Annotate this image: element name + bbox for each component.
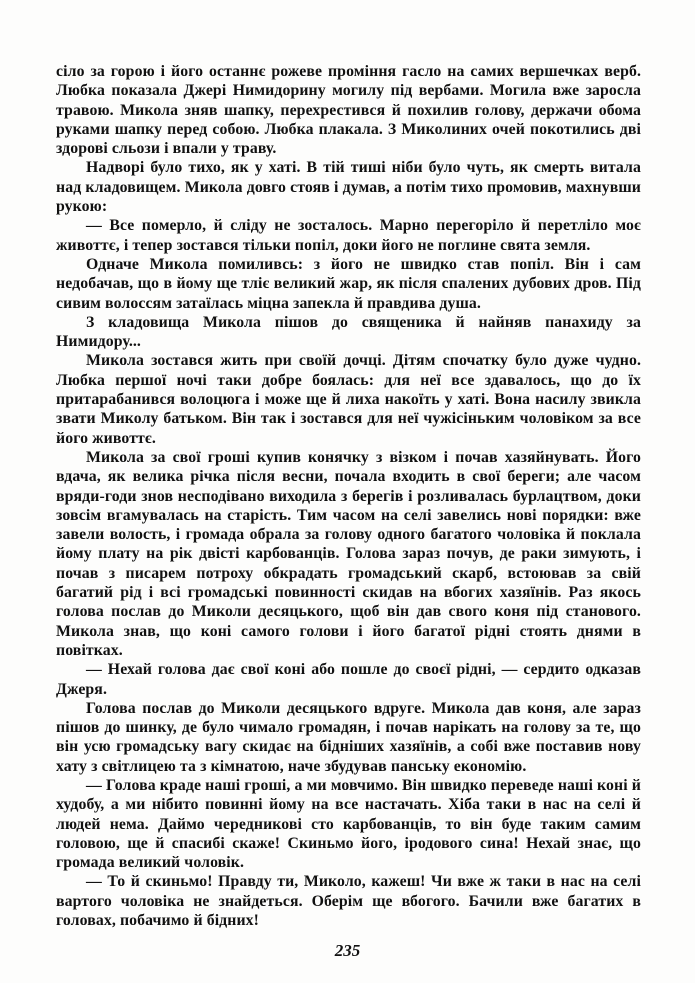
- paragraph: Надворі було тихо, як у хаті. В тій тиші ніби було чуть, як смерть витала над кладовищем. Микола довго стояв і думав, а потім тихо промовив, махнувши рукою:: [56, 159, 641, 216]
- paragraph-dialog: — Голова краде наші гроші, а ми мовчимо. Він швидко переведе наші коні й худобу, а ми нібито повинні йому на все настачать. Хіба таки в нас на селі й людей нема. Даймо чередникові сто карбованців, то він буде таким самим головою, ще й спасибі скаже! Скиньмо його, іродового сина! Нехай знає, що громада великий чоловік.: [56, 776, 641, 872]
- page-number: 235: [334, 941, 361, 960]
- paragraph-dialog: — Нехай голова дає свої коні або пошле до своєї рідні, — сердито одказав Джеря.: [56, 661, 641, 698]
- paragraph-dialog: — Все померло, й сліду не зосталось. Марно перегоріло й перетліло моє животтє, і тепер зостався тільки попіл, доки його не поглине свята земля.: [56, 217, 641, 254]
- paragraph: Микола за свої гроші купив конячку з візком і почав хазяйнувать. Його вдача, як велика річка після весни, почала входить в свої береги; але часом вряди-годи знов несподівано виходила з берегів і розливалась бурлацтвом, доки зовсім вгамувалась на старість. Тим часом на селі завелись нові порядки: вже завели волость, і громада обрала за голову одного багатого чоловіка й поклала йому плату на рік двісті карбованців. Голова зараз почув, де раки зимують, і почав з писарем потроху обкрадать громадський скарб, встоював за свій багатий рід і всі громадські повинності скидав на вбогих хазяїнів. Раз якось голова послав до Миколи десяцького, щоб він дав свого коня під станового. Микола знав, що коні самого голови і його багатої рідні стоять днями в повітках.: [56, 448, 641, 659]
- paragraph: Микола зостався жить при своїй дочці. Дітям спочатку було дуже чудно. Любка першої ночі таки добре боялась: для неї все здавалось, що до їх притарабанився волоцюга і може ще й лиха накоїть у хаті. Вона насилу звикла звати Миколу батьком. Він так і зостався для неї чужісіньким чоловіком за все його животтє.: [56, 352, 641, 447]
- paragraph: З кладовища Микола пішов до священика й найняв панахиду за Нимидору...: [56, 313, 641, 351]
- paragraph-dialog: — То й скиньмо! Правду ти, Миколо, кажеш! Чи вже ж таки в нас на селі вартого чоловіка не знайдеться. Оберім ще вбогого. Бачили вже багатих в головах, побачимо й бідних!: [56, 873, 641, 930]
- paragraph: Голова послав до Миколи десяцького вдруге. Микола дав коня, але зараз пішов до шинку, де було чимало громадян, і почав нарікать на голову за те, що він усю громадську вагу скидає на бідніших хазяїнів, а собі вже поставив нову хату з світлицею та з кімнатою, наче збудував панську економію.: [56, 699, 641, 775]
- paragraph: сіло за горою і його останнє рожеве проміння гасло на самих вершечках верб. Любка показала Джері Нимидорину могилу під вербами. Могила вже заросла травою. Микола зняв шапку, перехрестився й похилив голову, держачи обома руками шапку перед собою. Любка плакала. З Миколиних очей покотились дві здорові сльози і впали у траву.: [56, 63, 641, 158]
- page-text: [56, 62, 641, 930]
- paragraph: Одначе Микола помиливсь: з його не швидко став попіл. Він і сам недобачав, що в йому ще тліє великий жар, як після спалених дубових дров. Під сивим волоссям затаїлась міцна запекла й правдива душа.: [56, 255, 641, 312]
